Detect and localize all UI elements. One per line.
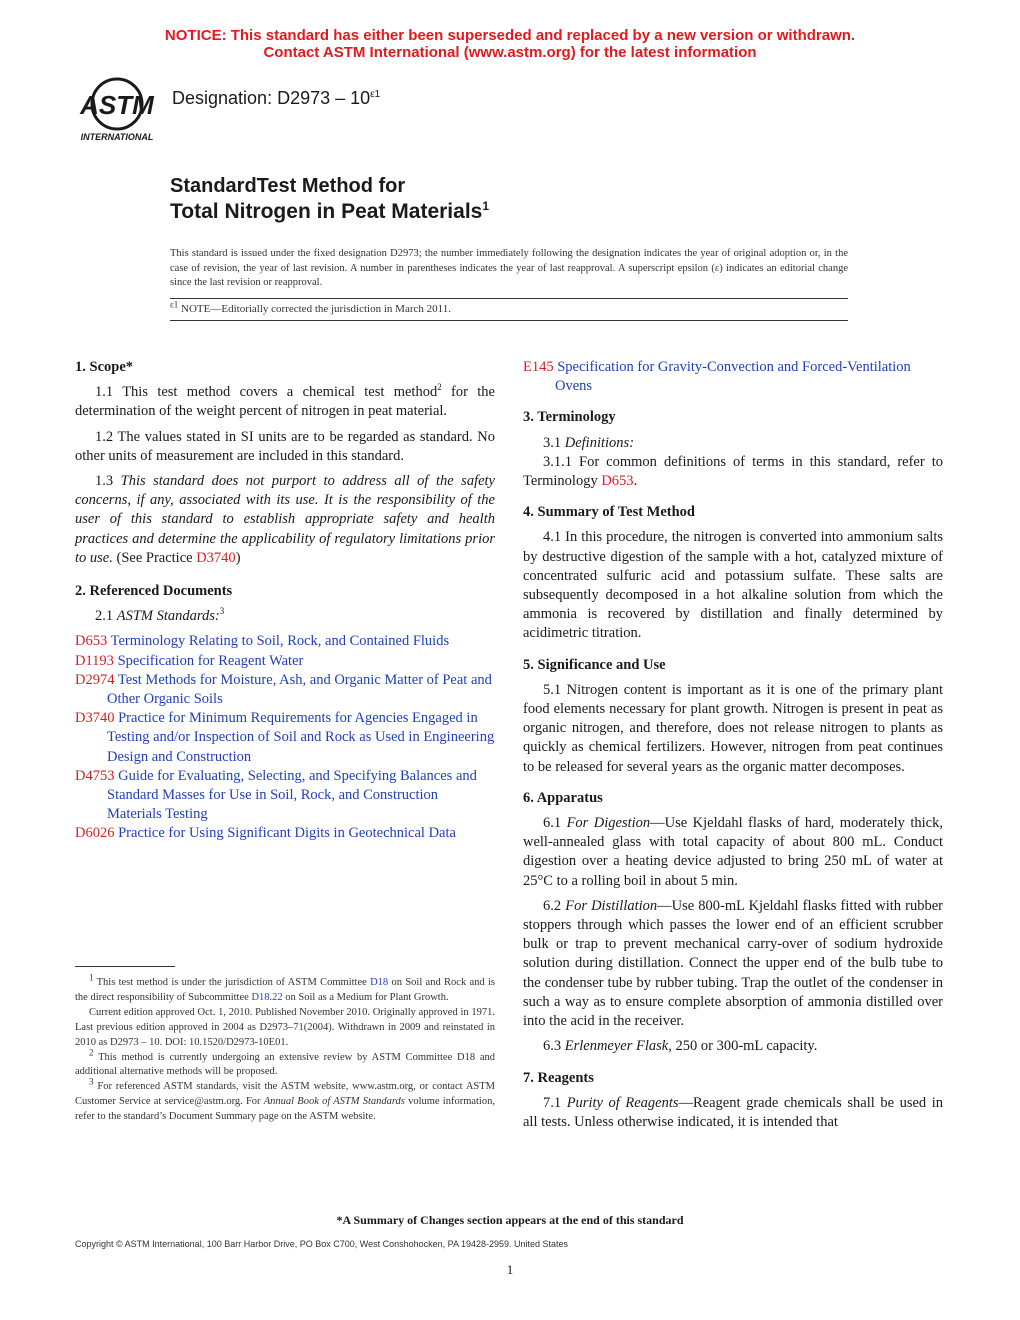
page-number: 1	[506, 1262, 514, 1277]
designation	[172, 88, 380, 109]
title-footnote-mark: 1	[482, 199, 490, 213]
reference-item[interactable]	[75, 671, 495, 709]
supersede-notice	[0, 27, 1020, 61]
issuance-statement: This standard is issued under the fixed designation D2973; the number immediately following the designation indicates the year of original adoption or, in the case of revision, the year of last revision. A number in parentheses indicates the year of last reapproval. A superscript epsilon (ε) indicates an editorial change since the last revision or reapproval.	[170, 248, 848, 289]
footnote-1-edition: Current edition approved Oct. 1, 2010. Published November 2010. Originally approved in 1971. Last previous edition approved in 2004 as D2973–71(2004). Withdrawn in 2009 and reinstated in 2010 as D2973 – 10. DOI: 10.1520/D2973-10E01.	[75, 1006, 495, 1048]
para-2-1-italic: ASTM Standards:	[116, 608, 220, 625]
footnote-3-text-end: volume information, refer to the standard’s Document Summary page on the ASTM website.	[75, 1096, 495, 1123]
para-7-1-italic: Purity of Reagents	[566, 1094, 679, 1111]
reference-code[interactable]: D2974	[75, 671, 115, 688]
para-1-3-see: (See Practice	[112, 549, 197, 566]
para-1-1-text-end: for the determination of the weight percent of nitrogen in peat material.	[75, 384, 495, 420]
para-3-1-num: 3.1	[543, 434, 565, 451]
divider-top	[170, 298, 848, 299]
footnote-1-text-mid: on Soil and Rock and is the direct responsibility of Subcommittee	[75, 977, 495, 1003]
para-1-3	[75, 472, 495, 568]
para-7-1-num: 7.1	[543, 1094, 567, 1111]
para-1-3-num: 1.3	[95, 473, 121, 490]
para-2-1-num: 2.1	[95, 608, 117, 625]
logo-text: ASTM	[80, 90, 154, 120]
designation-label: Designation: D2973 – 10	[172, 88, 371, 108]
notice-line-2: Contact ASTM International (www.astm.org) for the latest information	[263, 44, 757, 61]
para-4-1: 4.1 In this procedure, the nitrogen is converted into ammonium salts by destructive digestion of the sample with a hot, catalyzed mixture of concentrated sulfuric acid and potassium sulfate. These salts are subsequently decomposed in a hot alkaline solution from which the ammonia is recovered by distillation and finally determined by acidimetric titration.	[523, 529, 943, 642]
para-6-2	[523, 897, 943, 1031]
reference-item[interactable]	[75, 652, 495, 671]
para-6-3	[523, 1037, 943, 1056]
para-6-1	[523, 814, 943, 891]
para-1-3-close: )	[235, 549, 241, 566]
reference-title[interactable]: Specification for Reagent Water	[113, 652, 304, 669]
footnote-2-mark: 2	[89, 1047, 94, 1058]
enote-epsilon: ε1	[170, 299, 179, 310]
para-7-1-text: —Reagent grade chemicals shall be used in all tests. Unless otherwise indicated, it is intended that	[523, 1094, 944, 1130]
footnote-3-text: For referenced ASTM standards, visit the ASTM website, www.astm.org, or contact ASTM Customer Service at service@astm.org. For	[75, 1081, 495, 1108]
reference-item[interactable]	[75, 632, 495, 651]
link-d653[interactable]: D653	[601, 473, 634, 490]
section-6-heading: 6. Apparatus	[523, 789, 603, 806]
reference-title[interactable]: Guide for Evaluating, Selecting, and Specifying Balances and Standard Masses for Use in Soil, Rock, and Construction Materials Testing	[107, 767, 477, 823]
reference-item-e145[interactable]	[523, 358, 943, 396]
para-5-1: 5.1 Nitrogen content is important as it is one of the primary plant food elements necessary for plant growth. Nitrogen is present in peat as organic nitrogen, and therefore, does not release nitrogen to plants as quickly as chemical fertilizers. However, nitrogen from peat continues to be released for several years as the organic matter decomposes.	[523, 681, 943, 775]
section-2-heading: 2. Referenced Documents	[75, 583, 233, 600]
reference-code[interactable]: D4753	[75, 767, 115, 784]
reference-title[interactable]: Practice for Using Significant Digits in Geotechnical Data	[114, 825, 456, 842]
title-line-1: StandardTest Method for	[170, 175, 406, 197]
reference-item[interactable]	[75, 709, 495, 767]
footnote-divider	[75, 966, 175, 967]
footnote-1	[75, 972, 495, 1006]
para-1-2: 1.2 The values stated in SI units are to be regarded as standard. No other units of measurement are included in this standard.	[75, 428, 495, 464]
para-6-2-text: —Use 800-mL Kjeldahl flasks fitted with rubber stoppers through which passes the lower end of an efficient scrubber bulk or trap to prevent mechanical carry-over of sodium hydroxide solution during distillation. Connect the upper end of the bulb tube to the condenser tube by rubber tubing. Trap the outlet of the condenser in such a way as to ensure complete absorption of ammonia distilled over into the acid in the receiver.	[523, 897, 943, 1030]
document-title	[170, 173, 489, 225]
logo-subtext: INTERNATIONAL	[80, 132, 154, 142]
footnote-2	[75, 1047, 495, 1081]
reference-title[interactable]: Terminology Relating to Soil, Rock, and Contained Fluids	[107, 633, 450, 650]
reference-title[interactable]: Practice for Minimum Requirements for Agencies Engaged in Testing and/or Inspection of Soil and Rock as Used in Engineering Design and Construction	[107, 710, 495, 765]
para-6-1-text: —Use Kjeldahl flasks of hard, moderately thick, well-annealed glass with total capacity of about 800 mL. Conduct digestion over a heating device adjusted to bring 250 mL of water at 25°C to a rolling boil in about 5 min.	[523, 815, 943, 889]
reference-title[interactable]: Test Methods for Moisture, Ash, and Organic Matter of Peat and Other Organic Soils	[107, 671, 492, 708]
right-column	[523, 358, 943, 1138]
link-d3740[interactable]: D3740	[196, 549, 236, 566]
footnote-ref-3: 3	[219, 606, 225, 617]
footnote-1-mark: 1	[89, 972, 94, 983]
section-1-heading: 1. Scope*	[75, 359, 133, 375]
para-3-1-italic: Definitions:	[564, 434, 635, 451]
editorial-note	[170, 299, 451, 315]
reference-code[interactable]: D653	[75, 633, 108, 650]
reference-code[interactable]: D6026	[75, 825, 115, 842]
link-committee-d18[interactable]: D18	[370, 977, 389, 988]
para-1-3-italic: This standard does not purport to address all of the safety concerns, if any, associated with its use. It is the responsibility of the user of this standard to establish appropriate safety and health practices and determine the applicability of regulatory limitations prior to use.	[75, 473, 495, 566]
enote-text: NOTE—Editorially corrected the jurisdiction in March 2011.	[178, 303, 451, 315]
summary-of-changes-note: *A Summary of Changes section appears at the end of this standard	[336, 1213, 684, 1227]
reference-code[interactable]: D1193	[75, 652, 114, 669]
para-6-3-italic: Erlenmeyer Flask,	[564, 1038, 672, 1055]
footnote-3-italic: Annual Book of ASTM Standards	[263, 1096, 405, 1108]
section-3-heading: 3. Terminology	[523, 409, 616, 426]
para-6-3-text: 250 or 300-mL capacity.	[671, 1038, 818, 1055]
reference-code[interactable]: D3740	[75, 710, 115, 727]
para-3-1-1	[523, 453, 943, 491]
reference-item[interactable]	[75, 824, 495, 843]
title-line-2: Total Nitrogen in Peat Materials	[170, 200, 483, 223]
reference-title[interactable]: Specification for Gravity-Convection and Forced-Ventilation Ovens	[553, 359, 911, 395]
para-2-1	[75, 607, 495, 626]
footnote-1-text-end: on Soil as a Medium for Plant Growth.	[282, 991, 449, 1003]
para-7-1	[523, 1094, 943, 1132]
footnote-ref-2: 2	[437, 382, 442, 393]
footnote-3-mark: 3	[89, 1076, 94, 1087]
reference-item[interactable]	[75, 767, 495, 825]
section-5-heading: 5. Significance and Use	[523, 656, 666, 673]
para-6-1-num: 6.1	[543, 815, 567, 832]
para-6-2-num: 6.2	[543, 897, 566, 914]
divider-bottom	[170, 320, 848, 321]
para-3-1-1-text: 3.1.1 For common definitions of terms in this standard, refer to Terminology	[523, 453, 943, 490]
para-3-1-1-end: .	[633, 473, 638, 490]
reference-list	[75, 632, 495, 843]
copyright-line: Copyright © ASTM International, 100 Barr Harbor Drive, PO Box C700, West Conshohocken, PA 19428-2959. United States	[75, 1239, 569, 1249]
notice-line-1: NOTICE: This standard has either been superseded and replaced by a new version or withdrawn.	[164, 27, 856, 44]
para-6-2-italic: For Distillation	[565, 897, 658, 914]
footnote-3	[75, 1076, 495, 1125]
section-7-heading: 7. Reagents	[523, 1069, 594, 1086]
designation-epsilon: ε1	[370, 89, 381, 100]
footnote-2-text: This method is currently undergoing an extensive review by ASTM Committee D18 and additional alternative methods will be proposed.	[75, 1051, 495, 1078]
para-1-1	[75, 383, 495, 421]
footnote-1-text: This test method is under the jurisdiction of ASTM Committee	[93, 977, 371, 988]
para-3-1	[523, 434, 943, 453]
link-subcommittee-d18-22[interactable]: D18.22	[251, 991, 283, 1003]
para-6-1-italic: For Digestion	[566, 815, 651, 832]
left-column	[75, 358, 495, 844]
para-6-3-num: 6.3	[543, 1038, 565, 1055]
para-1-1-text: 1.1 This test method covers a chemical test method	[95, 384, 438, 401]
reference-code[interactable]: E145	[523, 359, 554, 375]
astm-logo	[72, 76, 162, 144]
footnotes	[75, 972, 495, 1125]
section-4-heading: 4. Summary of Test Method	[523, 504, 695, 521]
